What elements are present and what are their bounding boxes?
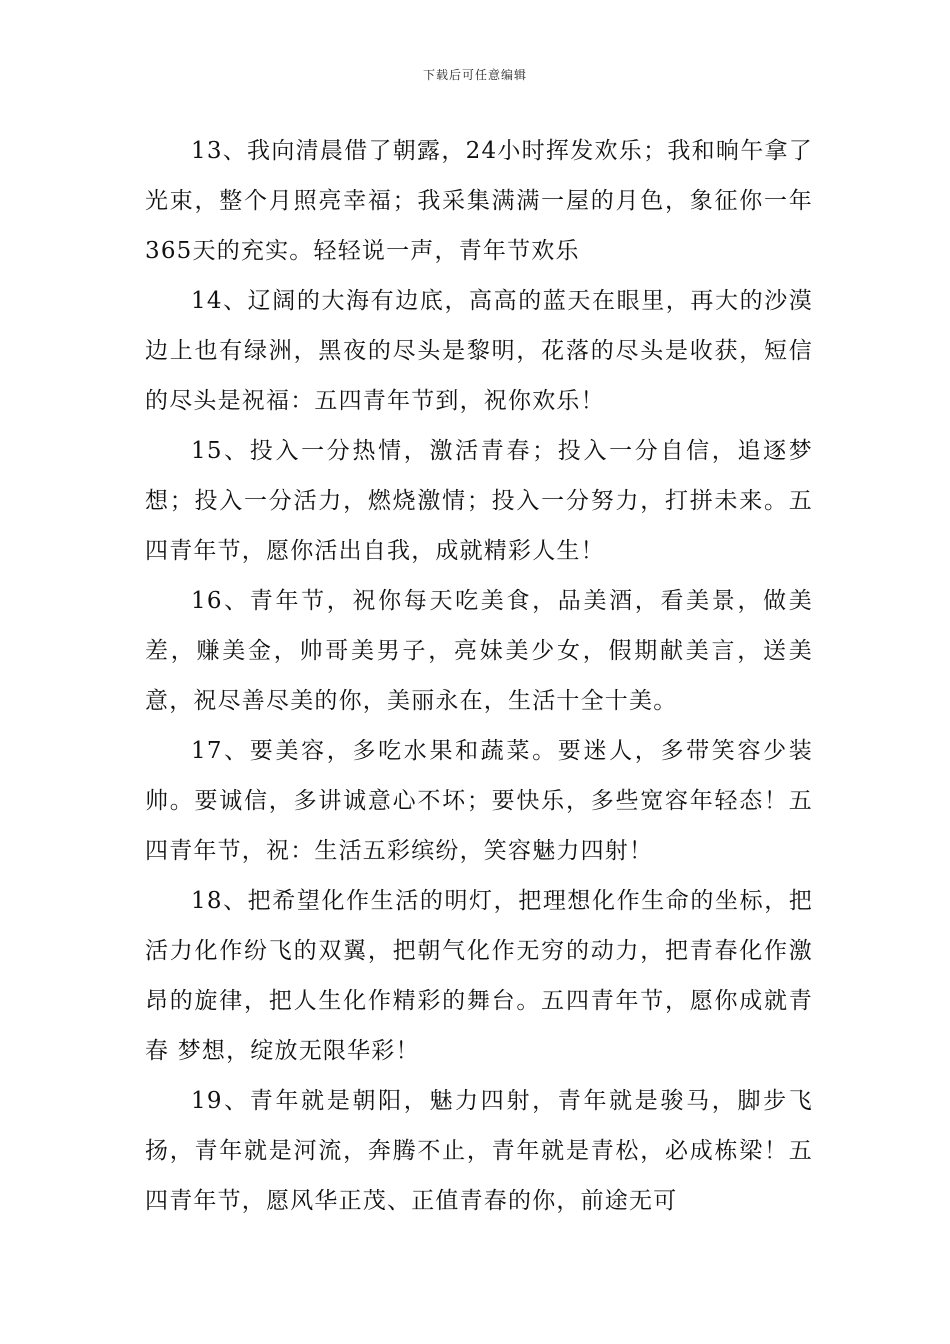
paragraph-18: 18、把希望化作生活的明灯，把理想化作生命的坐标，把活力化作纷飞的双翼，把朝气化作无穷的动力，把青春化作激昂的旋律，把人生化作精彩的舞台。五四青年节，愿你成就青春 梦想，绽放无限华彩！ bbox=[145, 888, 813, 1064]
page-header: 下载后可任意编辑 bbox=[422, 68, 527, 82]
paragraph-19: 19、青年就是朝阳，魅力四射，青年就是骏马，脚步飞扬，青年就是河流，奔腾不止，青年就是青松，必成栋梁！五四青年节，愿风华正茂、正值青春的你，前途无可 bbox=[145, 1088, 813, 1214]
paragraph-14: 14、辽阔的大海有边底，高高的蓝天在眼里，再大的沙漠边上也有绿洲，黑夜的尽头是黎明，花落的尽头是收获，短信的尽头是祝福：五四青年节到，祝你欢乐！ bbox=[145, 288, 813, 414]
paragraph-17: 17、要美容，多吃水果和蔬菜。要迷人，多带笑容少装帅。要诚信，多讲诚意心不坏；要快乐，多些宽容年轻态！五四青年节，祝：生活五彩缤纷，笑容魅力四射！ bbox=[145, 738, 813, 864]
paragraph-13: 13、我向清晨借了朝露，24小时挥发欢乐；我和晌午拿了光束，整个月照亮幸福；我采集满满一屋的月色，象征你一年365天的充实。轻轻说一声，青年节欢乐 bbox=[145, 138, 813, 264]
document-body bbox=[145, 126, 813, 1226]
paragraph-16: 16、青年节，祝你每天吃美食，品美酒，看美景，做美差，赚美金，帅哥美男子，亮妹美少女，假期献美言，送美意，祝尽善尽美的你，美丽永在，生活十全十美。 bbox=[145, 588, 813, 714]
paragraph-15: 15、投入一分热情，激活青春；投入一分自信，追逐梦想；投入一分活力，燃烧激情；投入一分努力，打拼未来。五四青年节，愿你活出自我，成就精彩人生！ bbox=[145, 438, 813, 564]
